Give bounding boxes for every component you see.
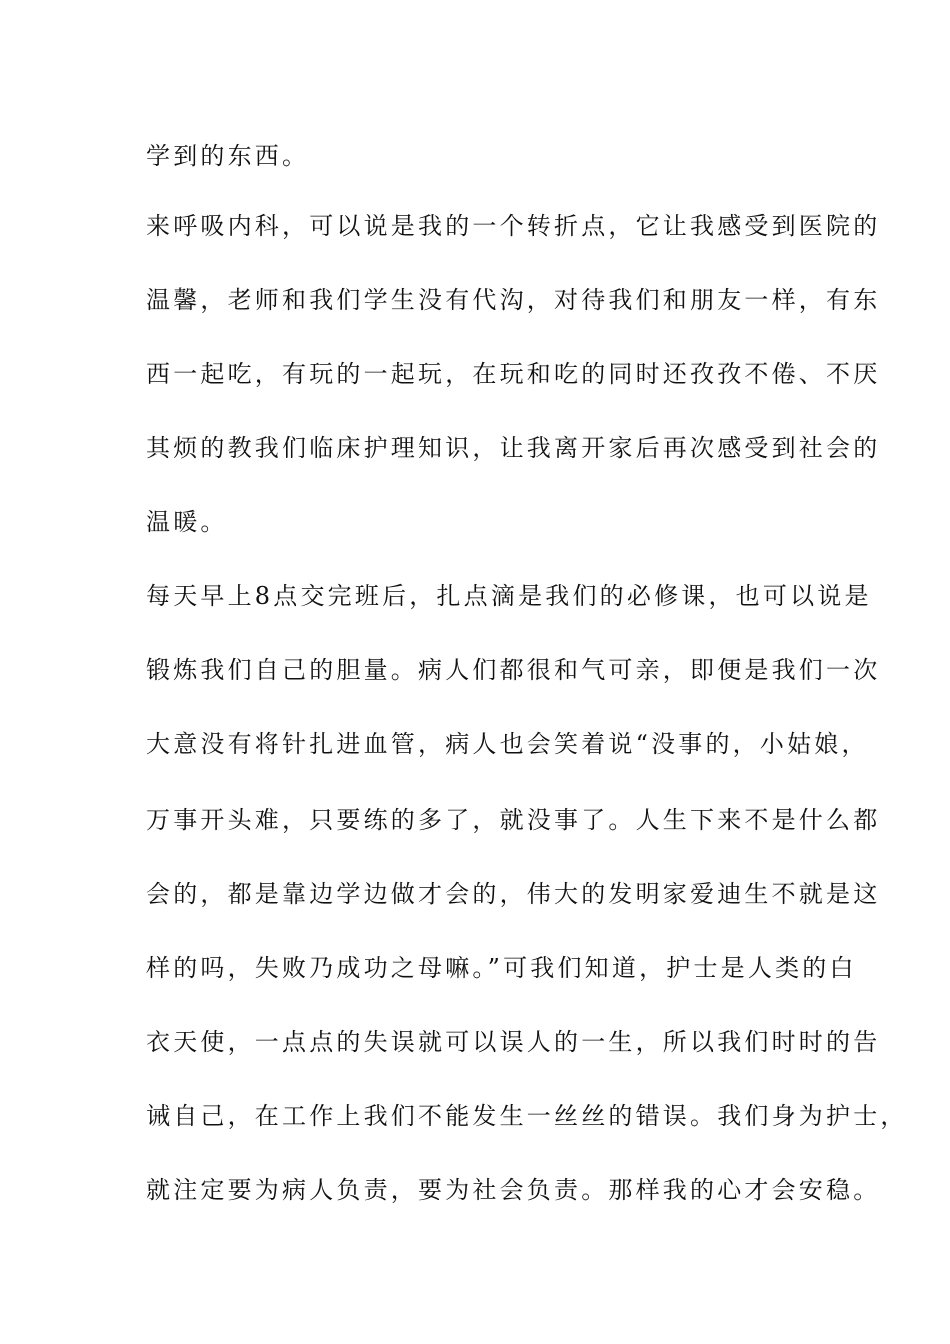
text-line-9: 大意没有将针扎进血管，病人也会笑着说“没事的，小姑娘， [146,730,869,758]
text-line-8: 锻炼我们自己的胆量。病人们都很和气可亲，即便是我们一次 [146,656,881,684]
text-line-14: 诫自己，在工作上我们不能发生一丝丝的错误。我们身为护士， [146,1102,908,1130]
text-line-11: 会的，都是靠边学边做才会的，伟大的发明家爱迪生不就是这 [146,880,881,908]
text-line-13: 衣天使，一点点的失误就可以误人的一生，所以我们时时的告 [146,1028,881,1056]
text-line-2: 来呼吸内科，可以说是我的一个转折点，它让我感受到医院的 [146,212,881,240]
text-line-7: 每天早上8点交完班后，扎点滴是我们的必修课，也可以说是 [146,582,872,610]
text-line-6: 温暖。 [146,508,228,536]
text-line-1: 学到的东西。 [146,142,310,170]
text-line-3: 温馨，老师和我们学生没有代沟，对待我们和朋友一样，有东 [146,286,881,314]
text-line-4: 西一起吃，有玩的一起玩，在玩和吃的同时还孜孜不倦、不厌 [146,360,881,388]
text-line-10: 万事开头难，只要练的多了，就没事了。人生下来不是什么都 [146,806,881,834]
text-line-15: 就注定要为病人负责，要为社会负责。那样我的心才会安稳。 [146,1176,881,1204]
text-line-5: 其烦的教我们临床护理知识，让我离开家后再次感受到社会的 [146,434,881,462]
text-line-12: 样的吗，失败乃成功之母嘛。”可我们知道，护士是人类的白 [146,954,857,982]
